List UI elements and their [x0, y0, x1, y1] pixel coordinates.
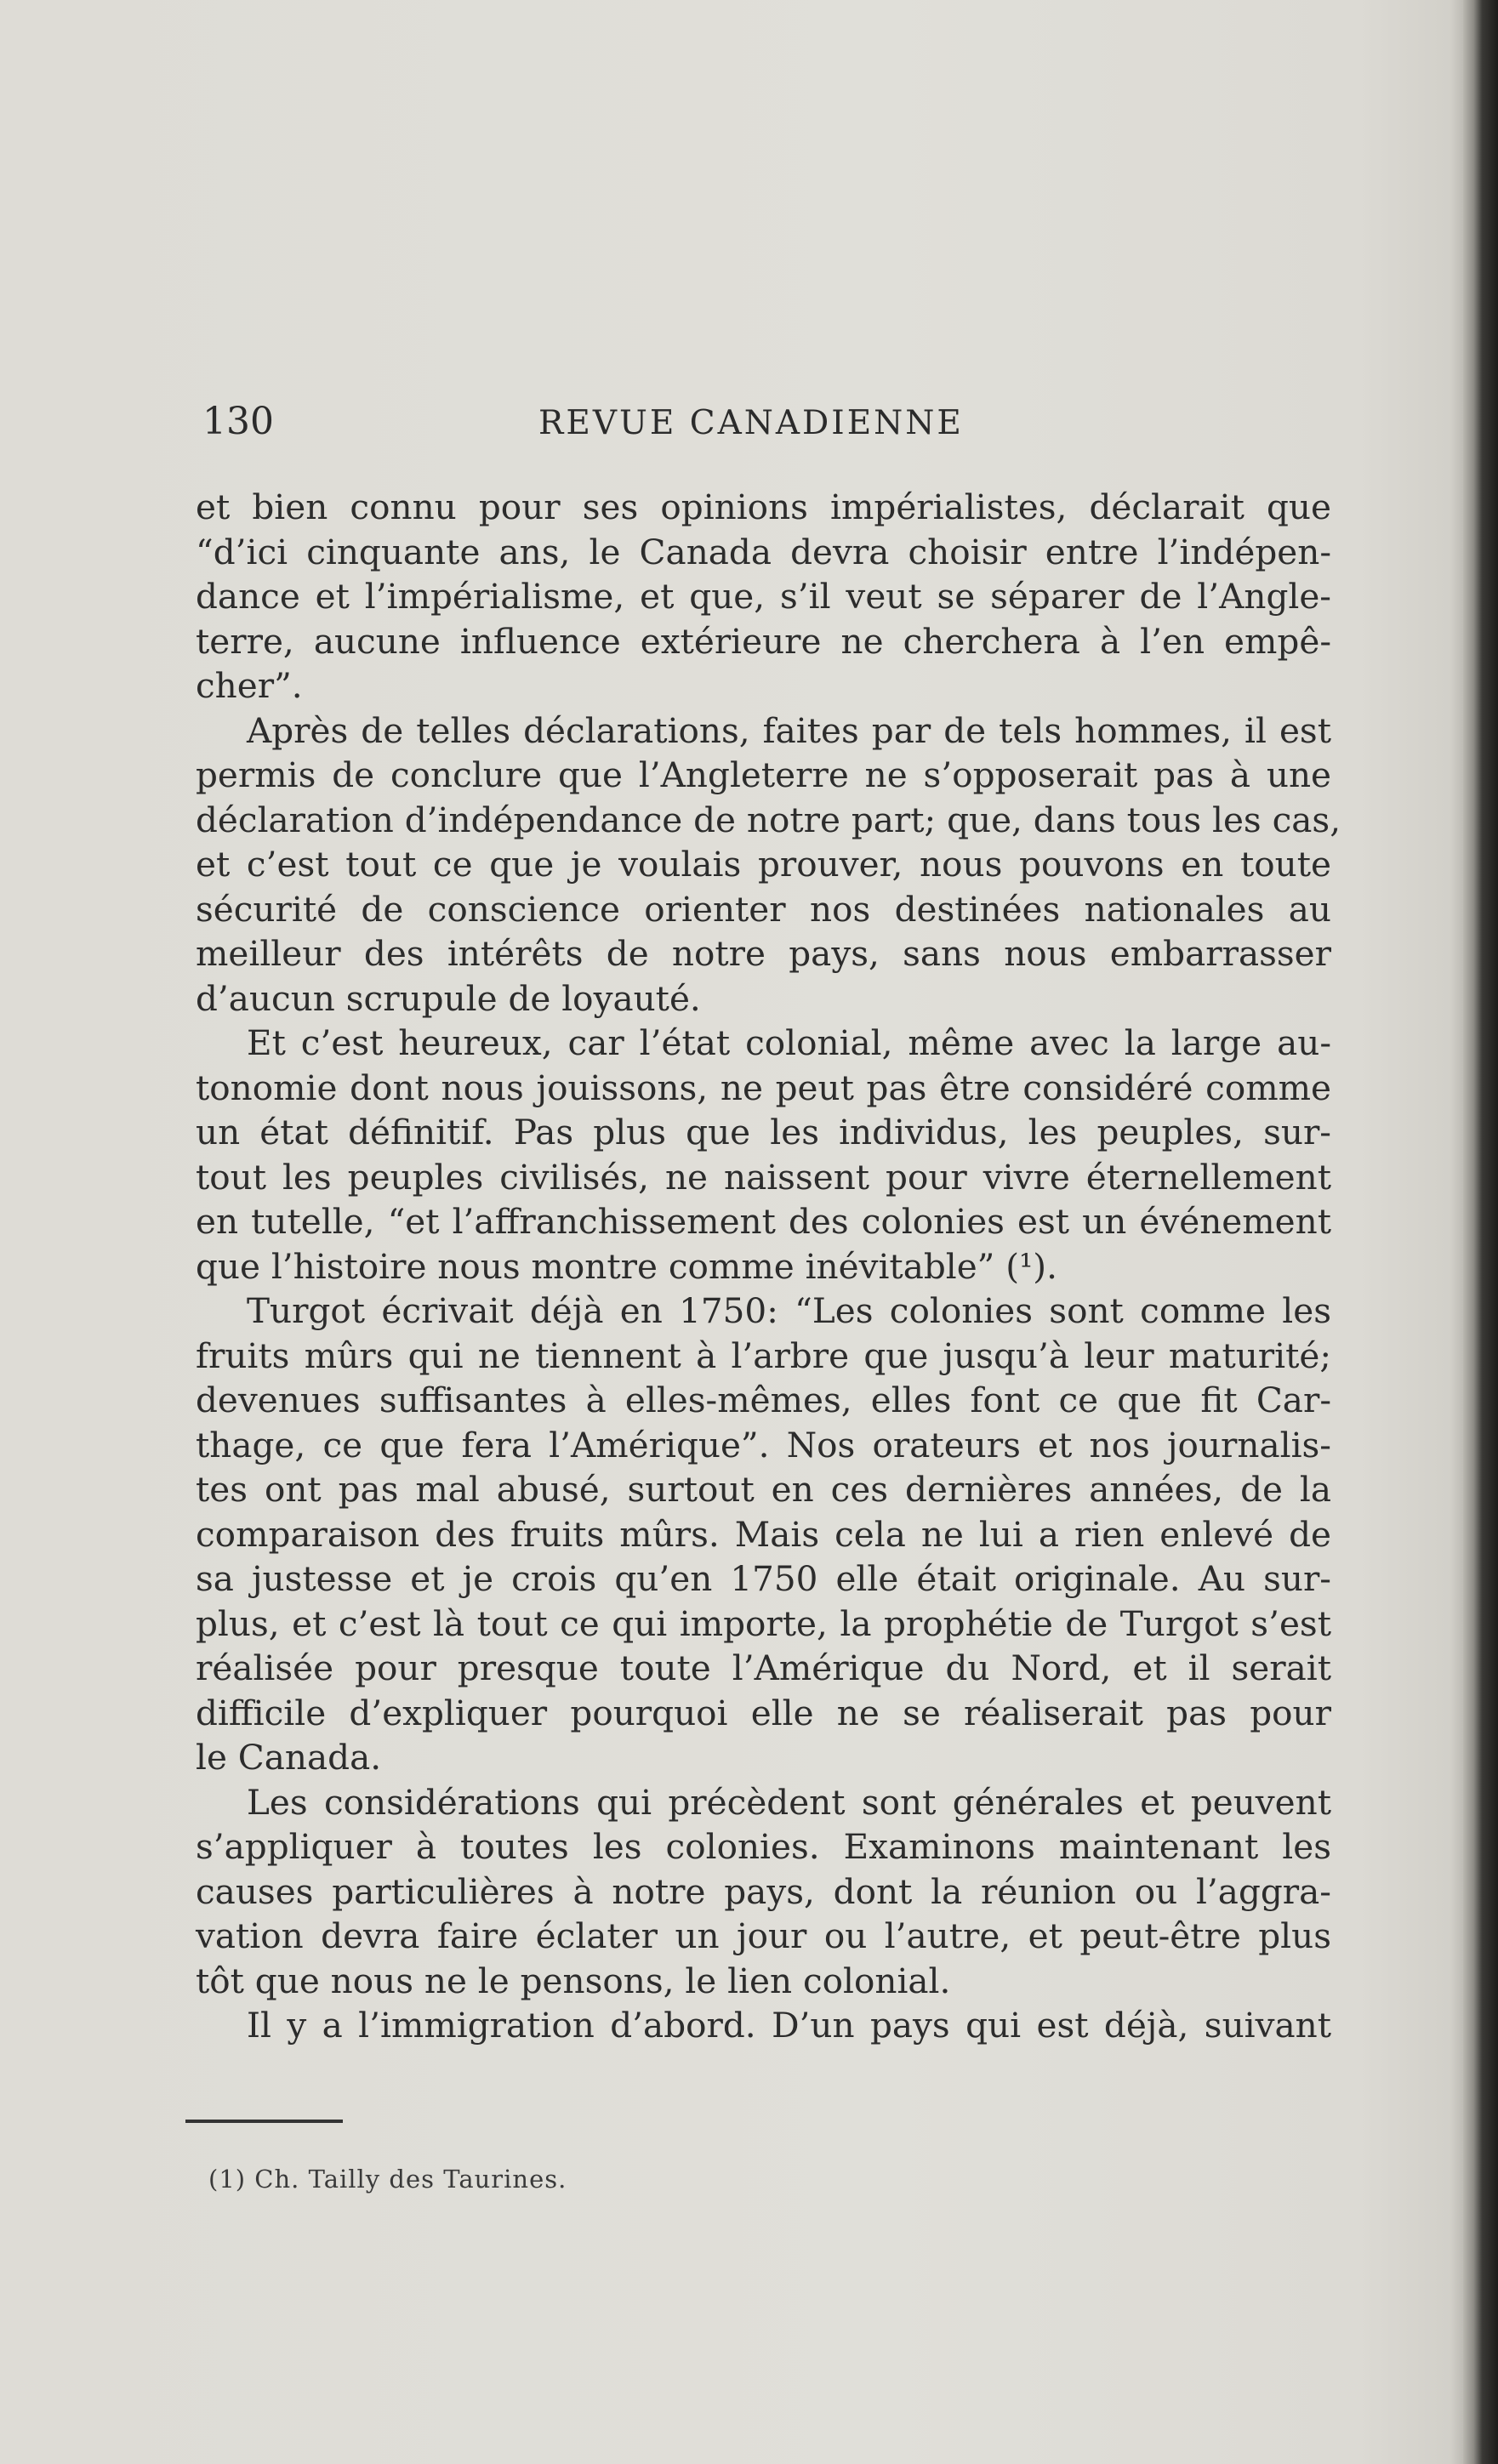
text-line: un état définitif. Pas plus que les individus, les peuples, sur-	[196, 1112, 1331, 1152]
footnote: (1) Ch. Tailly des Taurines.	[208, 2165, 567, 2194]
text-line: meilleur des intérêts de notre pays, sans nous embarrasser	[196, 933, 1331, 974]
text-line: en tutelle, “et l’affranchissement des colonies est un événement	[196, 1201, 1331, 1242]
text-line: que l’histoire nous montre comme inévitable” (¹).	[196, 1245, 1057, 1287]
text-line: s’appliquer à toutes les colonies. Examinons maintenant les	[196, 1826, 1331, 1867]
text-line: le Canada.	[196, 1737, 382, 1778]
text-line: Et c’est heureux, car l’état colonial, même avec la large au-	[247, 1022, 1331, 1063]
text-line: terre, aucune influence extérieure ne cherchera à l’en empê-	[196, 620, 1331, 662]
text-line: réalisée pour presque toute l’Amérique du Nord, et il serait	[196, 1647, 1331, 1688]
text-line: vation devra faire éclater un jour ou l’autre, et peut-être plus	[196, 1915, 1331, 1956]
text-line: tôt que nous ne le pensons, le lien colonial.	[196, 1960, 951, 2001]
text-line: difficile d’expliquer pourquoi elle ne se réaliserait pas pour	[196, 1692, 1331, 1733]
page-header	[202, 400, 1359, 451]
book-binding-edge	[1463, 0, 1498, 2464]
text-line: cher”.	[196, 665, 303, 706]
text-line: et c’est tout ce que je voulais prouver, nous pouvons en toute	[196, 844, 1331, 885]
footnote-rule	[185, 2120, 343, 2123]
body-text	[196, 485, 1341, 2048]
text-line: sécurité de conscience orienter nos destinées nationales au	[196, 888, 1331, 930]
text-line: tonomie dont nous jouissons, ne peut pas être considéré comme	[196, 1067, 1331, 1108]
text-line: d’aucun scrupule de loyauté.	[196, 977, 701, 1019]
text-line: sa justesse et je crois qu’en 1750 elle était originale. Au sur-	[196, 1558, 1331, 1599]
text-line: déclaration d’indépendance de notre part; que, dans tous les cas,	[196, 799, 1341, 840]
running-head: REVUE CANADIENNE	[538, 404, 964, 442]
text-line: tout les peuples civilisés, ne naissent pour vivre éternellement	[196, 1156, 1331, 1198]
text-line: devenues suffisantes à elles-mêmes, elles font ce que fit Car-	[196, 1380, 1331, 1420]
text-line: comparaison des fruits mûrs. Mais cela ne lui a rien enlevé de	[196, 1513, 1331, 1555]
text-line: dance et l’impérialisme, et que, s’il veut se séparer de l’Angle-	[196, 576, 1331, 617]
text-line: Il y a l’immigration d’abord. D’un pays qui est déjà, suivant	[247, 2005, 1331, 2046]
text-line: et bien connu pour ses opinions impérialistes, déclarait que	[196, 487, 1331, 527]
text-line: fruits mûrs qui ne tiennent à l’arbre que jusqu’à leur maturité;	[196, 1334, 1331, 1376]
text-line: Après de telles déclarations, faites par de tels hommes, il est	[247, 709, 1331, 751]
text-line: thage, ce que fera l’Amérique”. Nos orateurs et nos journalis-	[196, 1424, 1331, 1465]
text-line: causes particulières à notre pays, dont la réunion ou l’aggra-	[196, 1870, 1331, 1912]
page-number: 130	[202, 400, 274, 443]
text-line: “d’ici cinquante ans, le Canada devra choisir entre l’indépen-	[196, 531, 1331, 572]
text-line: permis de conclure que l’Angleterre ne s’opposerait pas à une	[196, 754, 1331, 795]
text-line: plus, et c’est là tout ce qui importe, la prophétie de Turgot s’est	[196, 1602, 1331, 1644]
text-line: Les considérations qui précèdent sont générales et peuvent	[247, 1781, 1331, 1823]
text-line: Turgot écrivait déjà en 1750: “Les colonies sont comme les	[247, 1290, 1331, 1331]
text-line: tes ont pas mal abusé, surtout en ces dernières années, de la	[196, 1469, 1331, 1510]
